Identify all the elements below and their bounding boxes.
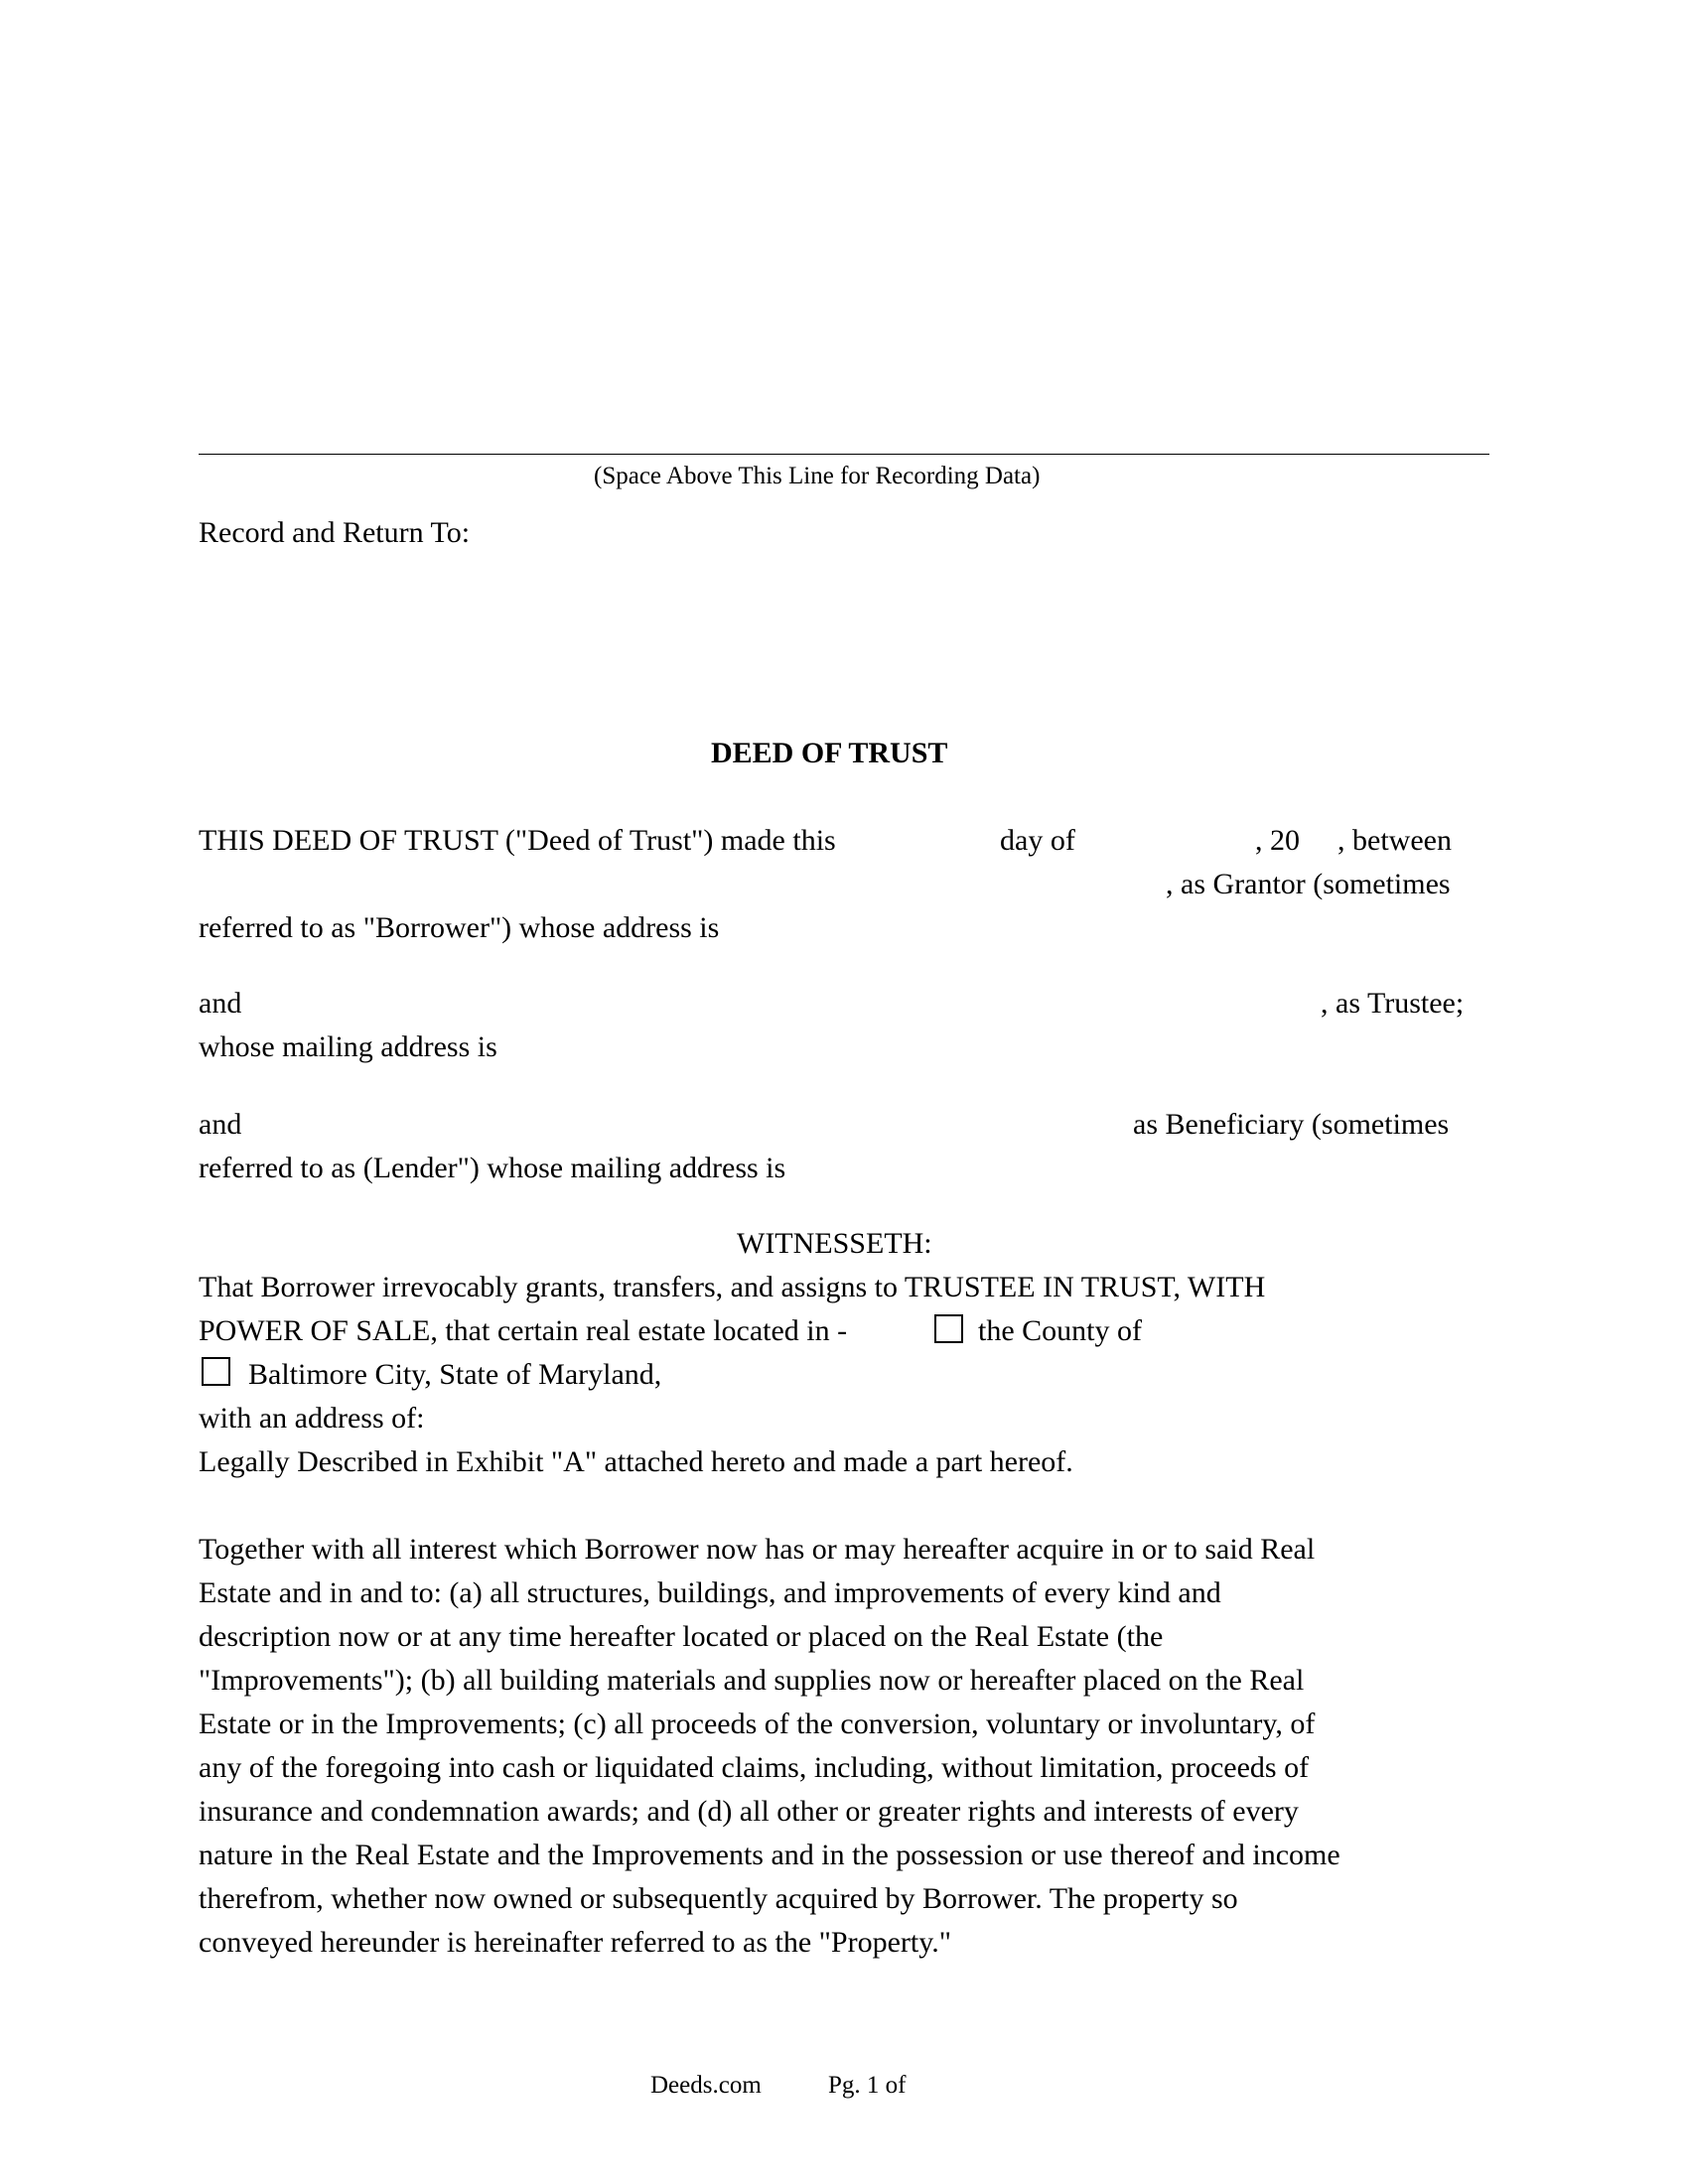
- together-line: Together with all interest which Borrower now has or may hereafter acquire in or to said Real: [199, 1533, 1316, 1566]
- footer-site: Deeds.com: [650, 2072, 762, 2099]
- together-line: conveyed hereunder is hereinafter referred to as the "Property.": [199, 1926, 952, 1959]
- legal-description-line: Legally Described in Exhibit "A" attached hereto and made a part hereof.: [199, 1445, 1073, 1478]
- trustee-and: and: [199, 987, 242, 1020]
- county-label: the County of: [978, 1314, 1142, 1347]
- together-line: description now or at any time hereafter located or placed on the Real Estate (the: [199, 1620, 1164, 1653]
- together-line: Estate or in the Improvements; (c) all proceeds of the conversion, voluntary or involuntary, of: [199, 1707, 1316, 1740]
- document-title: DEED OF TRUST: [711, 737, 948, 769]
- recording-space-line: [199, 454, 1489, 455]
- borrower-address-label: referred to as "Borrower") whose address is: [199, 911, 720, 944]
- lender-address-label: referred to as (Lender") whose mailing address is: [199, 1152, 786, 1184]
- witnesseth-heading: WITNESSETH:: [737, 1227, 932, 1260]
- together-line: insurance and condemnation awards; and (d) all other or greater rights and interests of every: [199, 1795, 1299, 1828]
- day-of-label: day of: [1000, 824, 1075, 857]
- together-line: any of the foregoing into cash or liquidated claims, including, without limitation, proceeds of: [199, 1751, 1310, 1784]
- year-prefix: , 20: [1255, 824, 1300, 857]
- baltimore-city-label: Baltimore City, State of Maryland,: [248, 1358, 662, 1391]
- trustee-label: , as Trustee;: [1321, 987, 1465, 1020]
- record-return-label: Record and Return To:: [199, 516, 471, 549]
- county-checkbox[interactable]: [934, 1314, 963, 1343]
- baltimore-city-checkbox[interactable]: [202, 1357, 230, 1386]
- together-line: Estate and in and to: (a) all structures, buildings, and improvements of every kind and: [199, 1576, 1221, 1609]
- together-line: nature in the Real Estate and the Improvements and in the possession or use thereof and income: [199, 1839, 1340, 1871]
- together-line: "Improvements"); (b) all building materials and supplies now or hereafter placed on the Real: [199, 1664, 1305, 1697]
- beneficiary-and: and: [199, 1108, 242, 1141]
- together-line: therefrom, whether now owned or subsequently acquired by Borrower. The property so: [199, 1882, 1238, 1915]
- grantor-label: , as Grantor (sometimes: [1166, 868, 1451, 900]
- footer-page-number: Pg. 1 of: [828, 2072, 907, 2099]
- intro-text: THIS DEED OF TRUST ("Deed of Trust") made this: [199, 824, 836, 857]
- beneficiary-label: as Beneficiary (sometimes: [1133, 1108, 1450, 1141]
- witnesseth-line: That Borrower irrevocably grants, transfers, and assigns to TRUSTEE IN TRUST, WITH: [199, 1271, 1266, 1303]
- address-of-label: with an address of:: [199, 1402, 425, 1434]
- trustee-address-label: whose mailing address is: [199, 1030, 497, 1063]
- witnesseth-line: POWER OF SALE, that certain real estate located in -: [199, 1314, 848, 1347]
- between-label: , between: [1337, 824, 1452, 857]
- recording-note: (Space Above This Line for Recording Data): [594, 463, 1041, 489]
